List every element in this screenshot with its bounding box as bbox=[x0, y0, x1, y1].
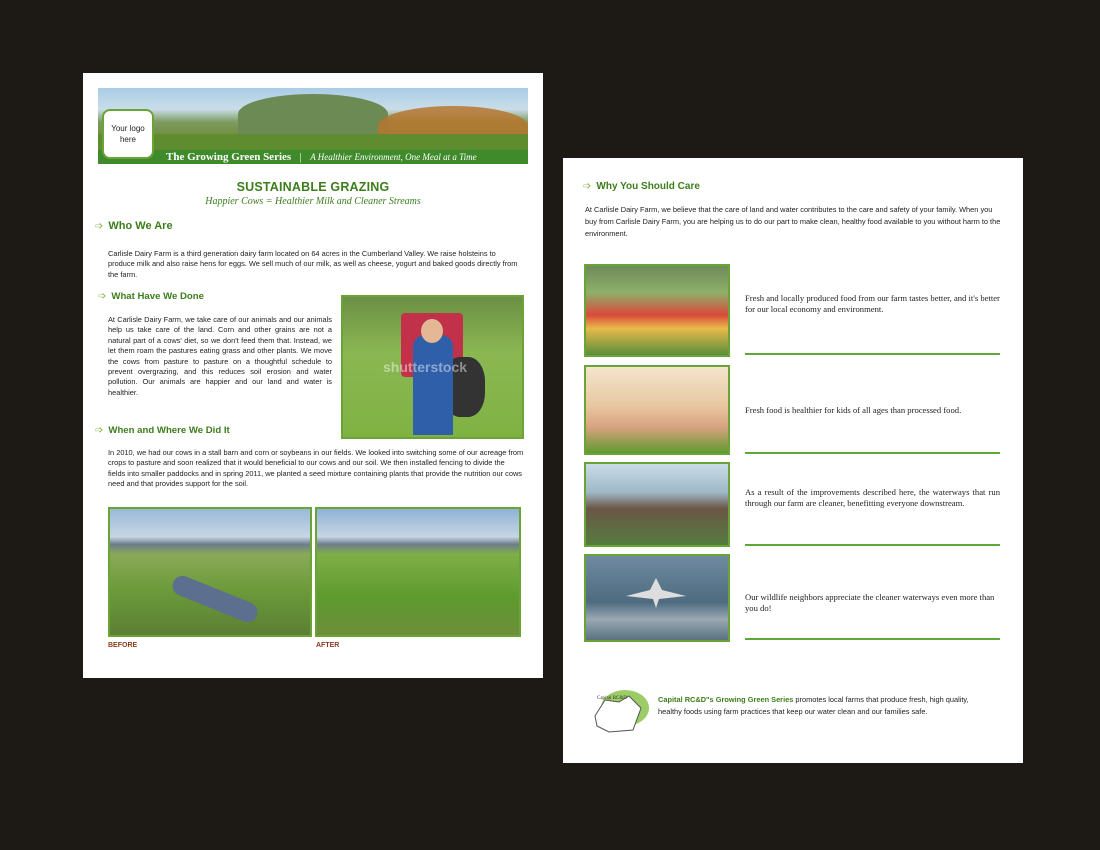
divider-rule bbox=[745, 353, 1000, 355]
benefit-text-health: Fresh food is healthier for kids of all ages than processed food. bbox=[745, 405, 962, 415]
section-heading-when-and-where bbox=[95, 425, 230, 436]
family-fishing-photo bbox=[584, 462, 730, 547]
farmer-photo bbox=[341, 295, 524, 439]
flyer-page-front bbox=[83, 73, 543, 678]
benefit-text-wildlife: Our wildlife neighbors appreciate the cleaner waterways even more than you do! bbox=[745, 592, 995, 614]
banner-hill bbox=[238, 94, 388, 134]
logo-placeholder-text: Your logo here bbox=[111, 124, 145, 144]
before-caption: BEFORE bbox=[108, 642, 138, 649]
divider-rule bbox=[745, 452, 1000, 454]
page-subtitle: Happier Cows = Healthier Milk and Cleaner Streams bbox=[205, 196, 421, 207]
osprey-photo bbox=[584, 554, 730, 642]
section-heading-text: What Have We Done bbox=[111, 291, 204, 302]
section-heading-text: When and Where We Did It bbox=[108, 425, 230, 436]
section-heading-what-have-we-done bbox=[98, 291, 204, 302]
farmer-head bbox=[421, 319, 443, 343]
stream bbox=[170, 573, 261, 625]
arrow-icon: ➩ bbox=[95, 220, 104, 232]
banner-separator: | bbox=[299, 152, 302, 163]
section-heading-text: Who We Are bbox=[108, 220, 173, 232]
market-produce-photo bbox=[584, 264, 730, 357]
series-name: The Growing Green Series bbox=[166, 151, 292, 163]
banner-tagline: A Healthier Environment, One Meal at a Time bbox=[310, 152, 477, 162]
what-have-we-done-text: At Carlisle Dairy Farm, we take care of our animals and our animals help us take care of the land. Corn and other grains are not a natural part of a cows' diet, so we don't feed them that. Instead, we let them roam the pastures eating grass and other plants. We move the cows from pasture to pasture on a thoughtful schedule to prevent overgrazing, and this reduces soil erosion and water pollution. Our animals are happier and our land and water is healthier. bbox=[108, 315, 332, 397]
benefit-text-local: Fresh and locally produced food from our farm tastes better, and it's better for our local economy and environment. bbox=[745, 293, 1000, 315]
footer-description: promotes local farms that produce fresh, high quality, healthy foods using farm practices that keep our water clean and our families safe. bbox=[658, 695, 969, 716]
section-heading-text: Why You Should Care bbox=[596, 181, 700, 192]
before-photo bbox=[108, 507, 312, 637]
osprey-bird bbox=[626, 578, 686, 608]
arrow-icon: ➩ bbox=[95, 425, 104, 436]
page-title: SUSTAINABLE GRAZING bbox=[236, 180, 390, 194]
section-heading-why-you-should-care bbox=[583, 181, 700, 192]
capital-rcd-logo bbox=[589, 686, 651, 740]
arrow-icon: ➩ bbox=[583, 181, 592, 192]
section-heading-who-we-are bbox=[95, 220, 173, 232]
arrow-icon: ➩ bbox=[98, 291, 107, 302]
who-we-are-text: Carlisle Dairy Farm is a third generation dairy farm located on 64 acres in the Cumberland Valley. We raise holsteins to produce milk and also raise hens for eggs. We sell much of our milk, as well as cheese, yogurt and baked goods directly from the farm. bbox=[108, 249, 518, 279]
kids-eating-photo bbox=[584, 365, 730, 455]
divider-rule bbox=[745, 544, 1000, 546]
why-care-intro: At Carlisle Dairy Farm, we believe that the care of land and water contributes to the care and safety of your family. When you buy from Carlisle Dairy Farm, you are helping us to do our part to make clean, healthy food available to you without harm to the environment. bbox=[585, 205, 1001, 238]
header-banner bbox=[98, 88, 528, 164]
farmer-figure bbox=[413, 335, 453, 435]
divider-rule bbox=[745, 638, 1000, 640]
logo-map-outline bbox=[595, 696, 641, 732]
watermark-text: shutterstock bbox=[383, 359, 468, 375]
after-caption: AFTER bbox=[316, 642, 340, 649]
after-photo bbox=[315, 507, 521, 637]
banner-strip bbox=[98, 150, 528, 164]
logo-placeholder bbox=[102, 109, 154, 159]
benefit-text-waterways: As a result of the improvements described here, the waterways that run through our farm are cleaner, benefitting everyone downstream. bbox=[745, 487, 1000, 509]
footer-text bbox=[658, 694, 978, 717]
logo-lettering: Capital RC&D bbox=[597, 696, 627, 701]
when-and-where-text: In 2010, we had our cows in a stall barn and corn or soybeans in our fields. We looked into switching some of our acreage from crops to pasture and soon realized that it would beneficial to our cows and our soil. We then installed fencing to divide the fields into smaller paddocks and in spring 2011, we planted a seed mixture containing plants that provide the nutrition our cows need and that provides support for the soil. bbox=[108, 448, 524, 489]
footer-org-name: Capital RC&D"s Growing Green Series bbox=[658, 695, 794, 704]
flyer-page-back bbox=[563, 158, 1023, 763]
